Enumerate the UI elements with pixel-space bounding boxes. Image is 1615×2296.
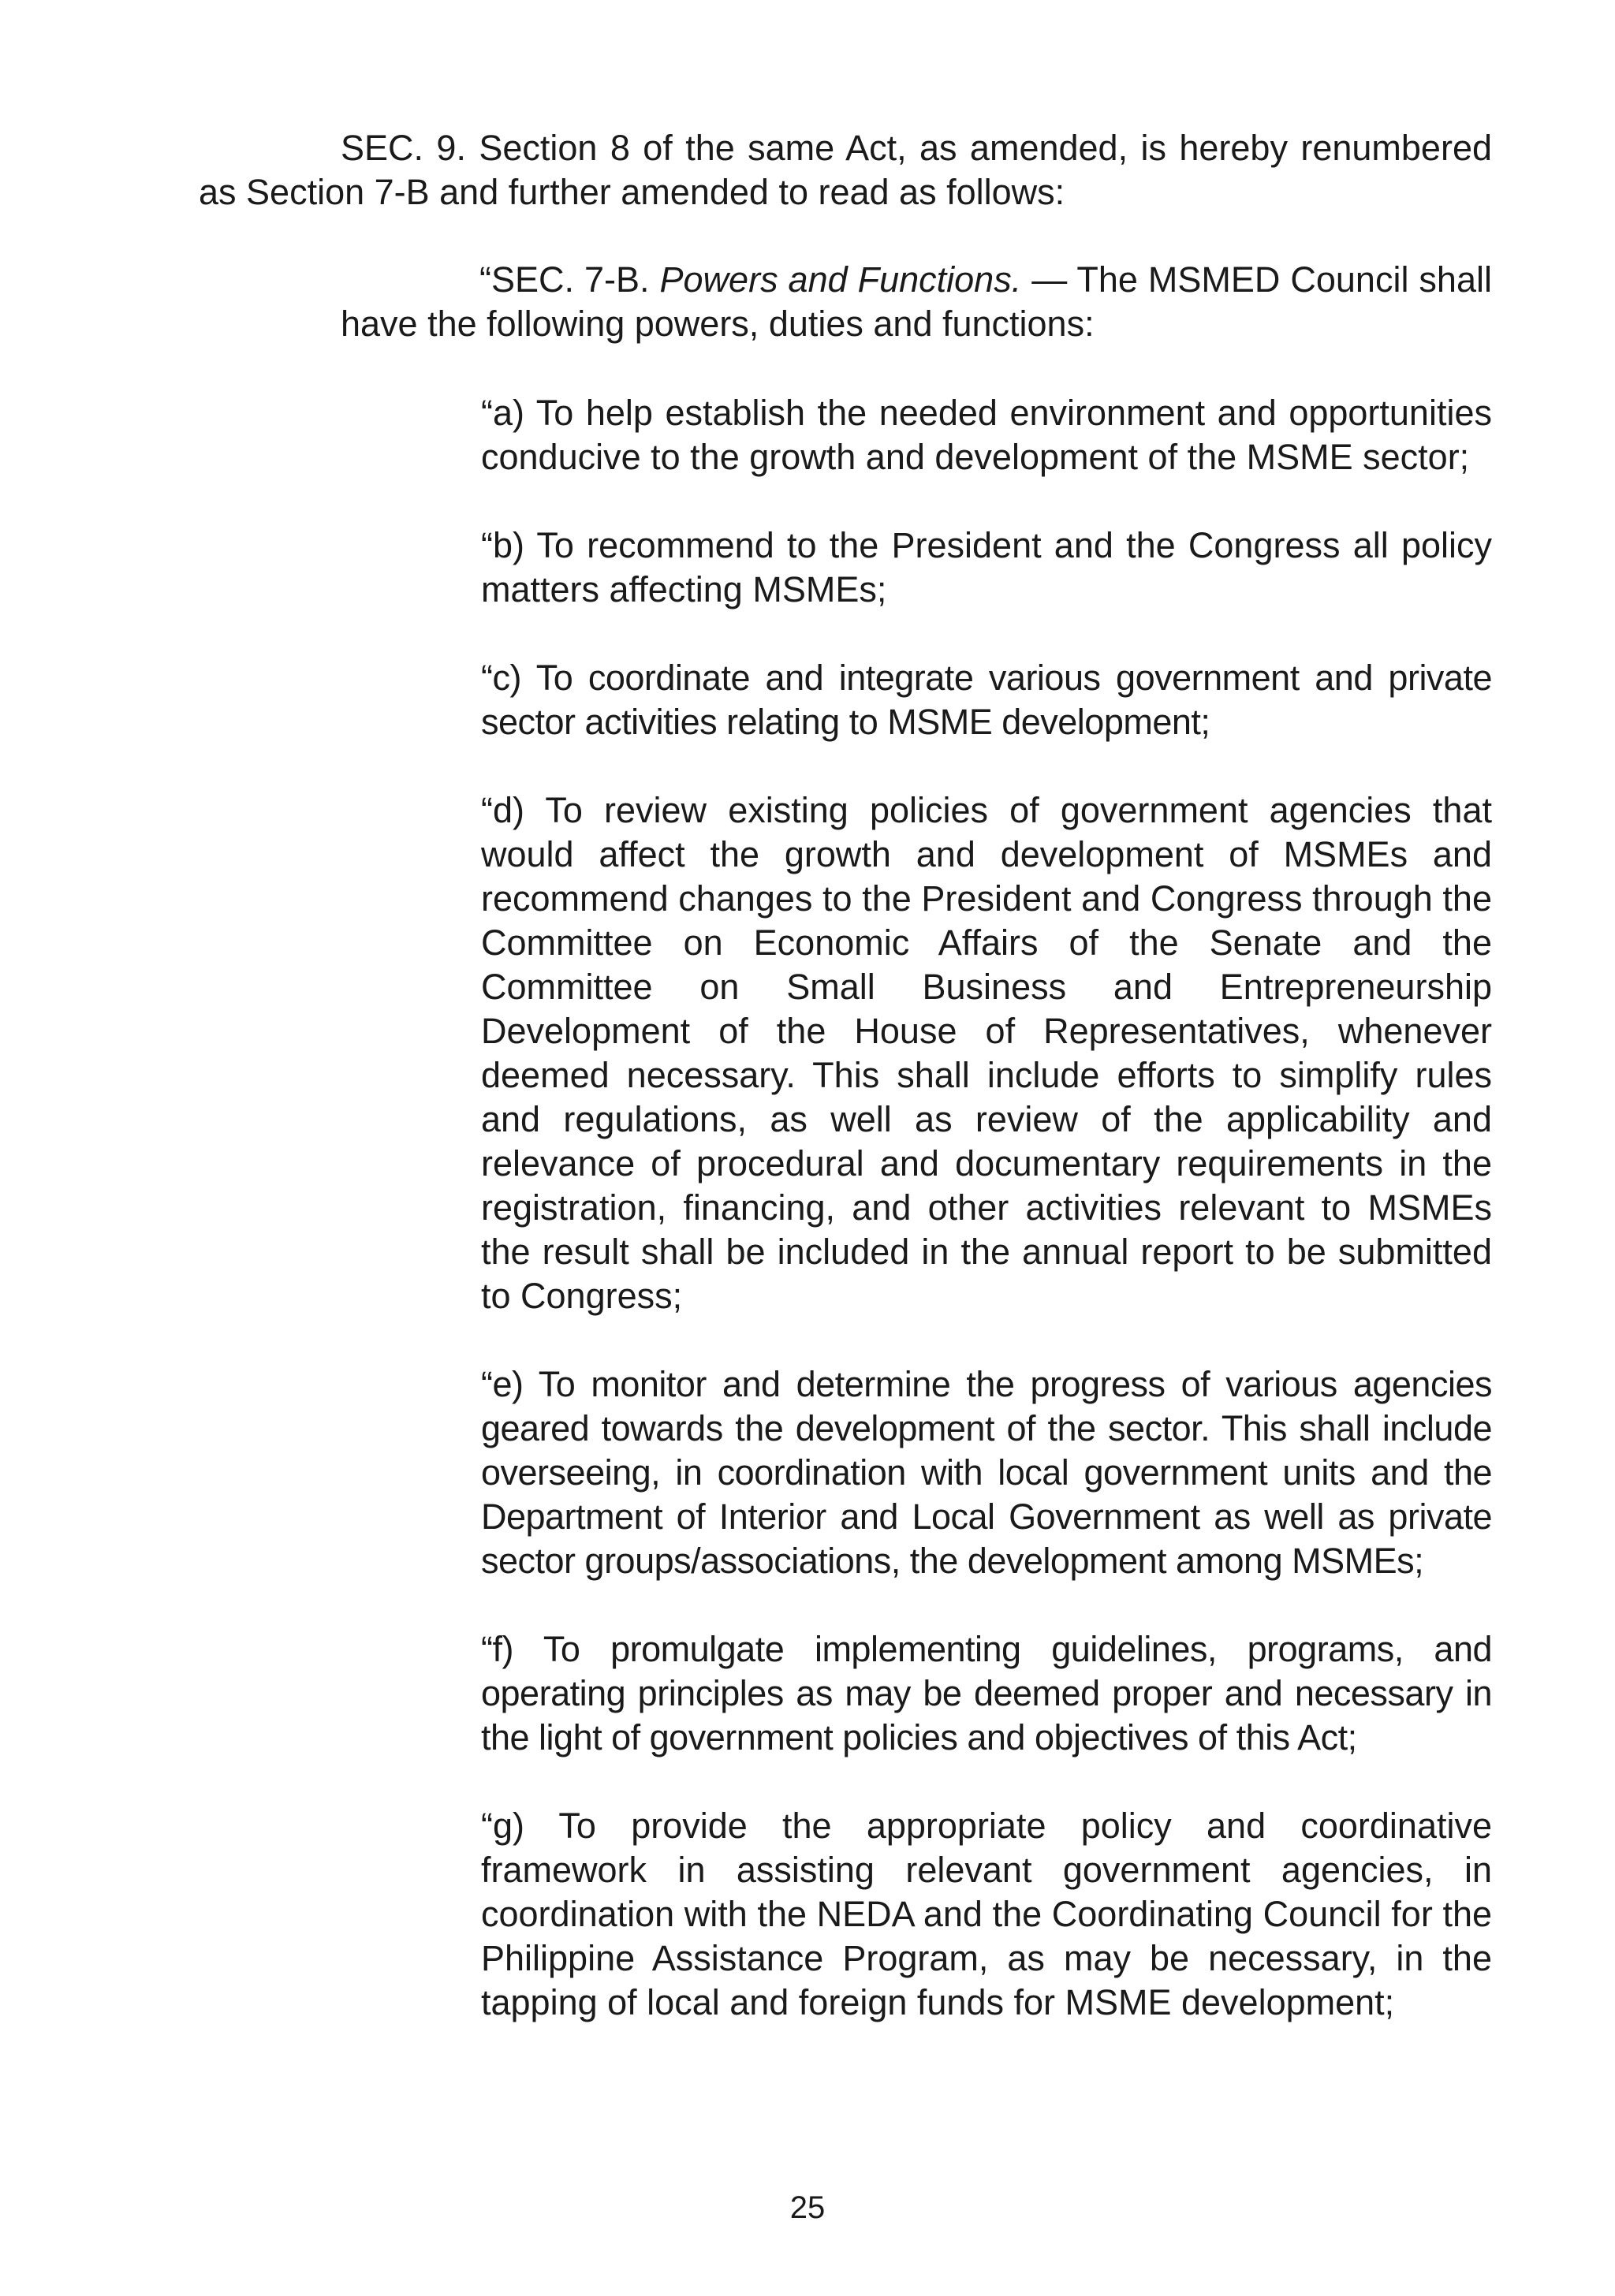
section-7b-title: Powers and Functions. — [659, 259, 1022, 300]
section-9-text: SEC. 9. Section 8 of the same Act, as amended, is hereby renumbered as Section 7-B and further amended to read as follows: — [199, 128, 1492, 212]
section-9-paragraph — [199, 126, 1492, 214]
section-7b-suffix: — The MSMED Council shall have the following powers, duties and functions: — [341, 259, 1492, 344]
section-7b-heading — [341, 258, 1492, 346]
list-item-a: “a) To help establish the needed environment and opportunities conducive to the growth and development of the MSME sector; — [481, 393, 1492, 477]
list-item-c: “c) To coordinate and integrate various government and private sector activities relating to MSME development; — [481, 658, 1492, 742]
section-7b-prefix: “SEC. 7-B. — [479, 259, 660, 300]
functions-list — [481, 391, 1492, 2069]
page-number: 25 — [789, 2190, 826, 2225]
list-item-f: “f) To promulgate implementing guidelines, programs, and operating principles as may be deemed proper and necessary in the light of government policies and objectives of this Act; — [481, 1629, 1492, 1757]
list-item-e: “e) To monitor and determine the progress of various agencies geared towards the development of the sector. This shall include overseeing, in coordination with local government units and the Department of Interior and Local Government as well as private sector groups/associations, the development among MSMEs; — [481, 1364, 1492, 1581]
list-item-g: “g) To provide the appropriate policy and coordinative framework in assisting relevant government agencies, in coordination with the NEDA and the Coordinating Council for the Philippine Assistance Program, as may be necessary, in the tapping of local and foreign funds for MSME development; — [481, 1806, 1492, 2022]
list-item-b: “b) To recommend to the President and the Congress all policy matters affecting MSMEs; — [481, 525, 1492, 609]
list-item-d: “d) To review existing policies of government agencies that would affect the growth and development of MSMEs and recommend changes to the President and Congress through the Committee on Economic Affairs of the Senate and the Committee on Small Business and Entrepreneurship Development of the House of Representatives, whenever deemed necessary. This shall include efforts to simplify rules and regulations, as well as review of the applicability and relevance of procedural and documentary requirements in the registration, financing, and other activities relevant to MSMEs the result shall be included in the annual report to be submitted to Congress; — [481, 790, 1492, 1316]
